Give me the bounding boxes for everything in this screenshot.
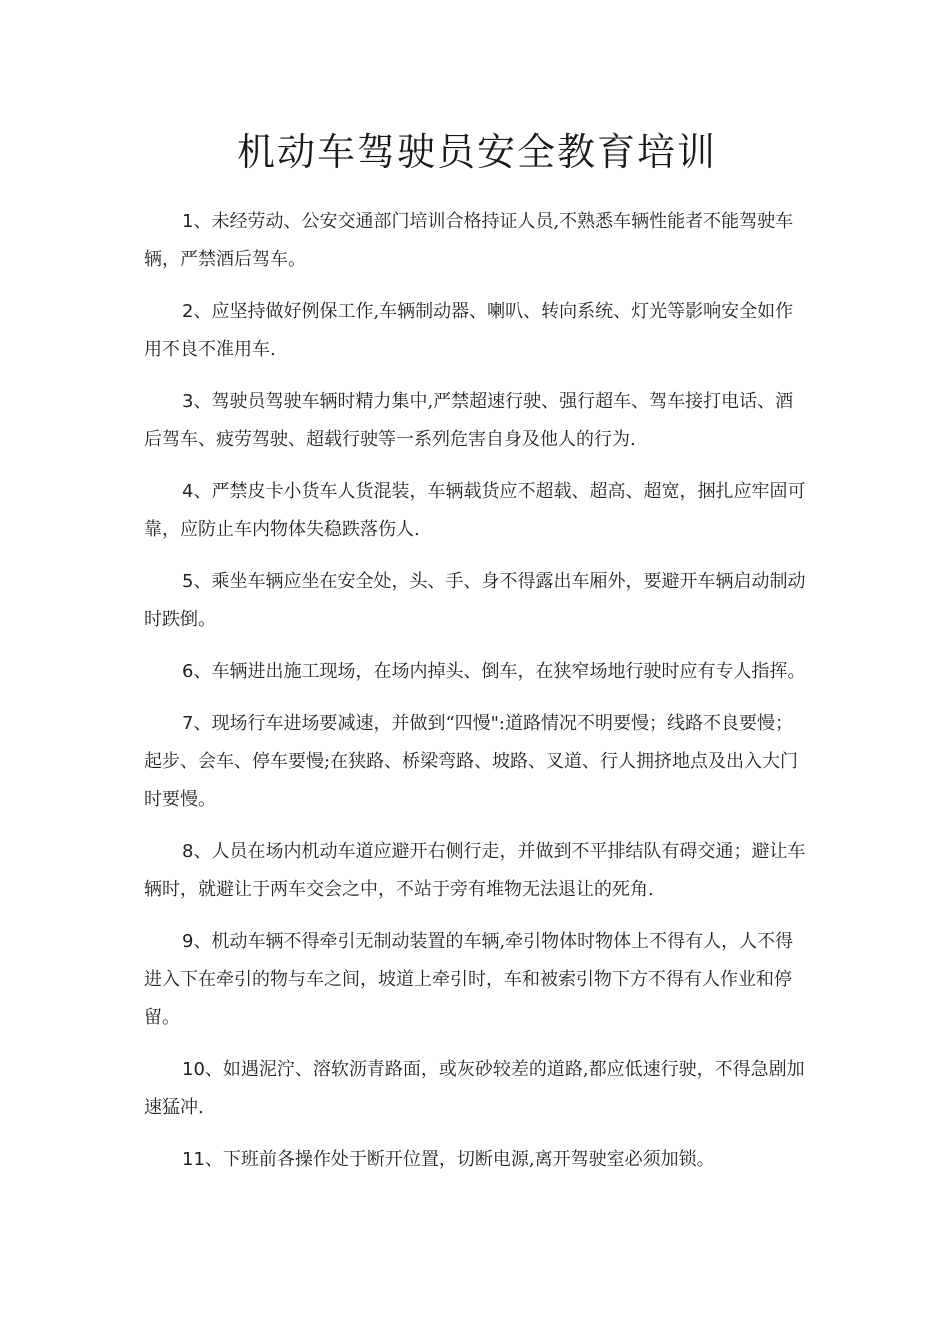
item-text: 、人员在场内机动车道应避开右侧行走，并做到不平排结队有碍交通；避让车辆时，就避让于两车交会之中，不站于旁有堆物无法退让的死角. bbox=[144, 841, 806, 901]
list-item bbox=[144, 1051, 810, 1127]
list-item bbox=[144, 293, 810, 369]
item-text: 、驾驶员驾驶车辆时精力集中,严禁超速行驶、强行超车、驾车接打电话、酒后驾车、疲劳驾驶、超载行驶等一系列危害自身及他人的行为. bbox=[144, 391, 794, 451]
item-text: 、机动车辆不得牵引无制动装置的车辆,牵引物体时物体上不得有人，人不得进入下在牵引的物与车之间，坡道上牵引时，车和被索引物下方不得有人作业和停留。 bbox=[144, 931, 794, 1029]
item-number: 6 bbox=[182, 661, 194, 683]
item-text: 、未经劳动、公安交通部门培训合格持证人员,不熟悉车辆性能者不能驾驶车辆，严禁酒后驾车。 bbox=[144, 211, 794, 271]
list-item bbox=[144, 473, 810, 549]
item-number: 10 bbox=[182, 1059, 205, 1081]
item-number: 2 bbox=[182, 301, 194, 323]
item-text: 、下班前各操作处于断开位置，切断电源,离开驾驶室必须加锁。 bbox=[204, 1149, 715, 1171]
item-text: 、现场行车进场要减速，并做到“四慢":道路情况不明要慢；线路不良要慢；起步、会车、停车要慢;在狭路、桥梁弯路、坡路、叉道、行人拥挤地点及出入大门时要慢。 bbox=[144, 713, 799, 811]
list-item bbox=[144, 383, 810, 459]
item-number: 11 bbox=[182, 1149, 205, 1171]
item-number: 9 bbox=[182, 931, 194, 953]
list-item bbox=[144, 833, 810, 909]
item-number: 8 bbox=[182, 841, 194, 863]
item-text: 、乘坐车辆应坐在安全处，头、手、身不得露出车厢外，要避开车辆启动制动时跌倒。 bbox=[144, 571, 806, 631]
item-text: 、应坚持做好例保工作,车辆制动器、喇叭、转向系统、灯光等影响安全如作用不良不准用车. bbox=[144, 301, 794, 361]
item-number: 1 bbox=[182, 211, 194, 233]
list-item bbox=[144, 705, 810, 819]
list-item bbox=[144, 923, 810, 1037]
list-item bbox=[144, 563, 810, 639]
list-item bbox=[144, 203, 810, 279]
item-text: 、如遇泥泞、溶软沥青路面，或灰砂较差的道路,都应低速行驶，不得急剧加速猛冲. bbox=[144, 1059, 805, 1119]
list-item bbox=[144, 653, 810, 691]
item-number: 5 bbox=[182, 571, 194, 593]
page-title: 机动车驾驶员安全教育培训 bbox=[236, 130, 717, 174]
item-number: 4 bbox=[182, 481, 194, 503]
item-number: 3 bbox=[182, 391, 194, 413]
item-text: 、车辆进出施工现场，在场内掉头、倒车，在狭窄场地行驶时应有专人指挥。 bbox=[193, 661, 806, 683]
item-number: 7 bbox=[182, 713, 194, 735]
item-text: 、严禁皮卡小货车人货混装，车辆载货应不超载、超高、超宽，捆扎应牢固可靠，应防止车内物体失稳跌落伤人. bbox=[144, 481, 806, 541]
list-item bbox=[144, 1141, 810, 1179]
